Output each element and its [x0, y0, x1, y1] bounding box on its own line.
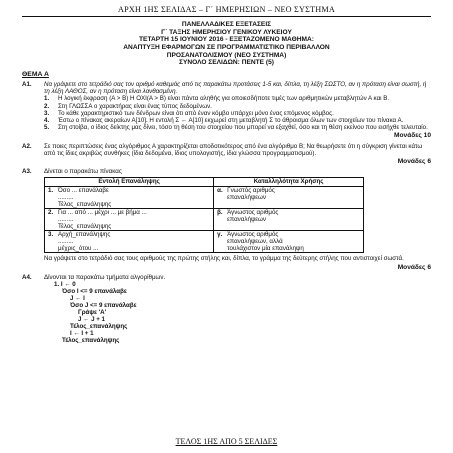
- title-line: Γ΄ ΤΑΞΗΣ ΗΜΕΡΗΣΙΟΥ ΓΕΝΙΚΟΥ ΛΥΚΕΙΟΥ: [161, 28, 292, 36]
- column-header: Καταλληλότητα Χρήσης: [214, 178, 364, 186]
- question-a1: [22, 81, 431, 95]
- list-item: [44, 110, 431, 117]
- question-a2: [22, 143, 431, 157]
- item-number: 2.: [44, 102, 50, 110]
- table-cell: [214, 208, 364, 230]
- title-line: ΤΕΤΑΡΤΗ 15 ΙΟΥΝΙΟΥ 2016 - ΕΞΕΤΑΖΟΜΕΝΟ ΜΑΘΗΜΑ:: [139, 36, 314, 44]
- algorithm-code: [54, 281, 431, 344]
- row-letter: β.: [217, 208, 223, 216]
- code-line: Γράψε 'Α': [78, 308, 107, 316]
- cell-line: Για ... από ... μέχρι ... με βήμα ...: [58, 208, 147, 216]
- marks-label: Μονάδες 10: [394, 132, 431, 140]
- cell-line: .........: [58, 215, 74, 223]
- cell-line: Άγνωστος αριθμός: [227, 208, 279, 216]
- row-number: 1.: [48, 186, 54, 194]
- code-line: J ← I: [70, 294, 85, 302]
- code-line: I ← I + 1: [70, 329, 94, 337]
- question-text: Να γράψετε στο τετράδιό σας τον αριθμό καθεμιάς από τις παρακάτω προτάσεις 1-5 και, δίπλα, τη λέξη ΣΩΣΤΟ, αν η πρόταση είναι σωστή, ή τη λέξη ΛΑΘΟΣ, αν η πρόταση είναι λανθασμένη.: [44, 80, 427, 96]
- item-text: Στη ΓΛΩΣΣΑ ο χαρακτήρας είναι ένας τύπος δεδομένων.: [58, 102, 212, 110]
- code-line: Όσο J <= 9 επανάλαβε: [70, 301, 137, 309]
- row-number: 2.: [48, 208, 54, 216]
- list-item: [44, 95, 431, 102]
- item-number: 3.: [44, 109, 50, 117]
- a3-outro: [22, 255, 431, 262]
- item-number: 4.: [44, 116, 50, 124]
- code-line: 1. I ← 0: [54, 280, 76, 288]
- question-a4: [22, 274, 431, 281]
- marks-label: Μονάδες 6: [397, 158, 431, 165]
- title-line: ΑΝΑΠΤΥΞΗ ΕΦΑΡΜΟΓΩΝ ΣΕ ΠΡΟΓΡΑΜΜΑΤΙΣΤΙΚΟ ΠΕΡΙΒΑΛΛΟΝ: [123, 43, 330, 51]
- question-text: Δίνεται ο παρακάτω πίνακας: [44, 168, 122, 176]
- question-label: Α1.: [22, 80, 32, 88]
- cell-line: Τέλος_επανάληψης: [58, 222, 112, 230]
- code-line: Τέλος_επανάληψης: [70, 322, 128, 330]
- cell-line: επαναλήψεων: [227, 193, 266, 201]
- question-label: Α4.: [22, 273, 32, 281]
- exam-title-block: [22, 21, 431, 67]
- marks-label: Μονάδες 6: [397, 263, 431, 271]
- item-text: Στη στοίβα, ο ίδιος δείκτης μας δίνει, τόσο τη θέση του στοιχείου που μπορεί να εξαχθεί, όσο και τη θέση εκείνου που εισήχθε τελευταίο.: [58, 124, 428, 132]
- cell-line: τουλάχιστον μία επανάληψη: [227, 245, 304, 253]
- theme-heading: ΘΕΜΑ Α: [22, 70, 49, 78]
- cell-line: .........: [58, 238, 74, 246]
- column-header: Εντολή Επανάληψης: [45, 178, 214, 186]
- code-line: J ← J + 1: [78, 315, 106, 323]
- cell-line: .........: [58, 193, 74, 201]
- question-text: Να γράψετε στο τετράδιό σας τους αριθμούς της πρώτης στήλης και, δίπλα, το γράμμα της δεύτερης στήλης που αντιστοιχεί σωστά.: [44, 255, 404, 263]
- row-letter: α.: [217, 186, 223, 194]
- cell-line: Άγνωστος αριθμός: [227, 231, 279, 239]
- title-line: ΣΥΝΟΛΟ ΣΕΛΙΔΩΝ: ΠΕΝΤΕ (5): [179, 59, 274, 67]
- item-text: Έστω ο πίνακας ακεραίων Α[10]. Η εντολή Σ ← Α[10] εκχωρεί στη μεταβλητή Σ το άθροισμα όλων των στοιχείων του πίνακα Α.: [58, 116, 404, 124]
- question-a3: [22, 168, 431, 175]
- table-cell: [45, 231, 214, 253]
- a1-items: [44, 95, 431, 131]
- list-item: [44, 103, 431, 110]
- cell-line: Αρχή_επανάληψης: [58, 231, 111, 239]
- row-letter: γ.: [217, 231, 223, 239]
- title-line: ΠΡΟΣΑΝΑΤΟΛΙΣΜΟΥ (ΝΕΟ ΣΥΣΤΗΜΑ): [166, 51, 287, 59]
- table-row: [45, 231, 364, 253]
- code-line: Τέλος_επανάληψης: [62, 336, 120, 344]
- item-text: Το κάθε χαρακτηριστικό των δένδρων είναι ότι από έναν κόμβο υπάρχει μόνο ένας επόμενος κόμβος.: [58, 109, 334, 117]
- row-number: 3.: [48, 231, 54, 239]
- title-line: ΠΑΝΕΛΛΑΔΙΚΕΣ ΕΞΕΤΑΣΕΙΣ: [181, 21, 272, 29]
- table-row: [45, 186, 364, 208]
- table-cell: [45, 208, 214, 230]
- cell-line: επαναλήψεων, αλλά: [227, 238, 283, 246]
- table-cell: [214, 186, 364, 208]
- list-item: [44, 124, 431, 131]
- code-line: Όσο I <= 9 επανάλαβε: [62, 287, 127, 295]
- list-item: [44, 117, 431, 124]
- question-label: Α3.: [22, 168, 32, 176]
- header-rule: [22, 16, 431, 17]
- matching-table: [44, 177, 364, 253]
- question-text: Δίνονται τα παρακάτω τμήματα αλγορίθμων.: [44, 273, 166, 281]
- question-text: Σε ποιες περιπτώσεις ένας αλγόριθμος Α χαρακτηρίζεται αποδοτικότερος από ένα αλγόριθμο Β; Να θεωρήσετε ότι η σύγκριση γίνεται κάτω από τις ίδιες ακριβώς συνθήκες (ίδια δεδομένα, ίδιος υπολογιστής, ίδια γλώσσα προγραμματισμού).: [44, 142, 423, 157]
- cell-line: Γνωστός αριθμός: [227, 186, 275, 194]
- item-text: Η λογική έκφραση (Α > Β) Η ΟΧΙ(Α > Β) είναι πάντα αληθής για οποιεσδήποτε τιμές των αριθμητικών μεταβλητών Α και Β.: [58, 95, 390, 103]
- cell-line: Όσο ... επανάλαβε: [58, 186, 109, 194]
- item-number: 5.: [44, 124, 50, 132]
- cell-line: επαναλήψεων: [227, 215, 266, 223]
- table-cell: [214, 231, 364, 253]
- cell-line: Τέλος_επανάληψης: [58, 200, 112, 208]
- table-cell: [45, 186, 214, 208]
- page-header: ΑΡΧΗ 1ΗΣ ΣΕΛΙΔΑΣ – Γ΄ ΗΜΕΡΗΣΙΩΝ – ΝΕΟ ΣΥΣΤΗΜΑ: [118, 5, 335, 14]
- table-row: [45, 208, 364, 230]
- question-label: Α2.: [22, 142, 32, 150]
- item-number: 1.: [44, 95, 50, 103]
- table-header-row: [45, 178, 364, 186]
- cell-line: μέχρις_ότου ...: [58, 245, 99, 253]
- page-footer: ΤΕΛΟΣ 1ΗΣ ΑΠΟ 5 ΣΕΛΙΔΕΣ: [175, 436, 278, 446]
